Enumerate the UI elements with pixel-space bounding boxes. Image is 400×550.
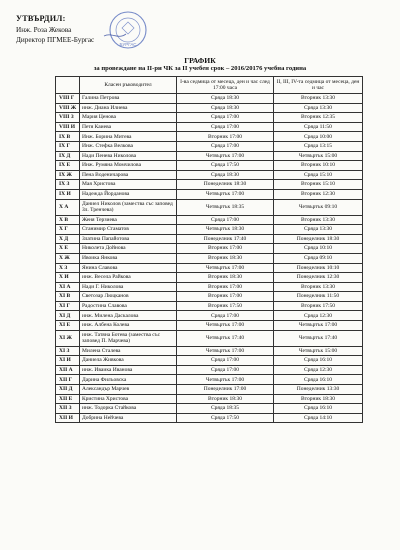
week1-cell: Сряда 17:00 bbox=[177, 113, 274, 123]
week1-cell: Четвъртък 17:00 bbox=[177, 346, 274, 356]
table-row bbox=[56, 132, 363, 142]
table-row bbox=[56, 301, 363, 311]
teacher-cell: Нади Г. Николова bbox=[80, 282, 177, 292]
class-cell: XI Е bbox=[56, 321, 80, 331]
table-row bbox=[56, 273, 363, 283]
teacher-cell: Даниел Николов (замества със заповед Зл. Тренчева) bbox=[80, 199, 177, 215]
week1-cell: Четвъртък 17:00 bbox=[177, 321, 274, 331]
table-row bbox=[56, 321, 363, 331]
teacher-cell: инж. Иваика Иванова bbox=[80, 365, 177, 375]
week1-cell: Вторник 17:00 bbox=[177, 292, 274, 302]
week2-cell: Сряда 12:30 bbox=[274, 311, 363, 321]
teacher-cell: инж. Диана Илиева bbox=[80, 103, 177, 113]
week1-cell: Сряда 17:00 bbox=[177, 356, 274, 366]
official-stamp-icon bbox=[98, 10, 156, 52]
class-cell: IX Д bbox=[56, 151, 80, 161]
week1-cell: Четвъртък 17:00 bbox=[177, 263, 274, 273]
week1-cell: Четвъртък 17:00 bbox=[177, 189, 274, 199]
document-subtitle: за провеждане на II-ри ЧК за II учебен срок – 2016/20176 учебна година bbox=[93, 65, 307, 72]
table-row bbox=[56, 330, 363, 346]
teacher-cell: Петя Каиева bbox=[80, 122, 177, 132]
teacher-cell: Николета Дойнова bbox=[80, 244, 177, 254]
table-header-row bbox=[56, 77, 363, 94]
table-row bbox=[56, 180, 363, 190]
table-row bbox=[56, 103, 363, 113]
class-cell: XII И bbox=[56, 413, 80, 423]
week2-cell: Вторник 17:50 bbox=[274, 301, 363, 311]
approval-title: УТВЪРДИЛ: bbox=[16, 14, 66, 23]
teacher-cell: Александър Марчев bbox=[80, 385, 177, 395]
class-cell: VIII Г bbox=[56, 94, 80, 104]
class-cell: IX Г bbox=[56, 141, 80, 151]
teacher-cell: Надежда Йорданова bbox=[80, 189, 177, 199]
teacher-cell: Дарина Филъовска bbox=[80, 375, 177, 385]
week2-cell: Сряда 13:15 bbox=[274, 141, 363, 151]
table-row bbox=[56, 170, 363, 180]
class-cell: XI Ж bbox=[56, 330, 80, 346]
table-row bbox=[56, 215, 363, 225]
table-row bbox=[56, 151, 363, 161]
week2-cell: Сряда 15:10 bbox=[274, 170, 363, 180]
class-cell: IX И bbox=[56, 189, 80, 199]
week1-cell: Сряда 18:30 bbox=[177, 94, 274, 104]
teacher-cell: Добрина Нейчева bbox=[80, 413, 177, 423]
class-cell: X Д bbox=[56, 234, 80, 244]
week1-cell: Вторник 18:30 bbox=[177, 253, 274, 263]
week2-cell: Понеделник 12:30 bbox=[274, 273, 363, 283]
week2-cell: Сряда 13:30 bbox=[274, 103, 363, 113]
class-cell: XI З bbox=[56, 346, 80, 356]
week1-cell: Четвъртък 17:00 bbox=[177, 151, 274, 161]
class-cell: X Е bbox=[56, 244, 80, 254]
table-row bbox=[56, 385, 363, 395]
table-row bbox=[56, 113, 363, 123]
week2-cell: Сряда 09:10 bbox=[274, 253, 363, 263]
teacher-cell: Янина Славова bbox=[80, 263, 177, 273]
teacher-cell: инж. Албена Колева bbox=[80, 321, 177, 331]
teacher-cell: инж. Весела Райкова bbox=[80, 273, 177, 283]
document-title: ГРАФИК bbox=[184, 56, 216, 65]
table-row bbox=[56, 189, 363, 199]
week1-cell: Вторник 17:00 bbox=[177, 282, 274, 292]
table-row bbox=[56, 122, 363, 132]
table-row bbox=[56, 346, 363, 356]
class-cell: X З bbox=[56, 263, 80, 273]
class-cell: IX В bbox=[56, 132, 80, 142]
class-cell: XI Г bbox=[56, 301, 80, 311]
class-cell: IX З bbox=[56, 180, 80, 190]
week1-cell: Сряда 18:35 bbox=[177, 404, 274, 414]
week1-cell: Вторник 17:00 bbox=[177, 244, 274, 254]
table-row bbox=[56, 292, 363, 302]
week2-cell: Понеделник 13:30 bbox=[274, 385, 363, 395]
teacher-cell: Женя Терзиева bbox=[80, 215, 177, 225]
stamp-text: БУРГАС bbox=[119, 42, 137, 47]
class-cell: VIII З bbox=[56, 113, 80, 123]
class-cell: X В bbox=[56, 215, 80, 225]
class-cell: XI Д bbox=[56, 311, 80, 321]
teacher-cell: Мая Христова bbox=[80, 180, 177, 190]
week1-cell: Сряда 17:50 bbox=[177, 413, 274, 423]
class-cell: X А bbox=[56, 199, 80, 215]
week2-cell: Сряда 14:10 bbox=[274, 413, 363, 423]
week2-cell: Сряда 16:10 bbox=[274, 375, 363, 385]
week2-cell: Четвъртък 17:40 bbox=[274, 330, 363, 346]
class-cell: XII Г bbox=[56, 375, 80, 385]
week2-cell: Вторник 15:10 bbox=[274, 180, 363, 190]
week2-cell: Вторник 18:30 bbox=[274, 394, 363, 404]
week1-cell: Понеделник 17:40 bbox=[177, 234, 274, 244]
week1-cell: Четвъртък 17:00 bbox=[177, 375, 274, 385]
schedule-table bbox=[55, 76, 363, 423]
table-row bbox=[56, 394, 363, 404]
week2-cell: Вторник 13:30 bbox=[274, 215, 363, 225]
week2-cell: Сряда 16:10 bbox=[274, 356, 363, 366]
header-class bbox=[56, 77, 80, 94]
teacher-cell: Инж. Борина Митева bbox=[80, 132, 177, 142]
header-week1: I-ва седмица от месеца, ден и час след 17:00 часа bbox=[177, 77, 274, 94]
class-cell: IX Е bbox=[56, 161, 80, 171]
table-row bbox=[56, 199, 363, 215]
table-row bbox=[56, 225, 363, 235]
class-cell: XI А bbox=[56, 282, 80, 292]
table-row bbox=[56, 253, 363, 263]
week2-cell: Вторник 13:30 bbox=[274, 282, 363, 292]
table-row bbox=[56, 244, 363, 254]
teacher-cell: инж. Тодорка Стайкова bbox=[80, 404, 177, 414]
class-cell: XI И bbox=[56, 356, 80, 366]
week1-cell: Вторник 17:00 bbox=[177, 132, 274, 142]
teacher-cell: Златина Папайотова bbox=[80, 234, 177, 244]
approval-block bbox=[16, 14, 94, 46]
table-row bbox=[56, 404, 363, 414]
teacher-cell: инж. Татяна Ботева (замества със заповед П. Марчева) bbox=[80, 330, 177, 346]
week2-cell: Сряда 11:50 bbox=[274, 122, 363, 132]
table-row bbox=[56, 311, 363, 321]
table-row bbox=[56, 94, 363, 104]
table-row bbox=[56, 356, 363, 366]
week2-cell: Сряда 10:00 bbox=[274, 132, 363, 142]
week1-cell: Четвъртък 17:40 bbox=[177, 330, 274, 346]
week2-cell: Четвъртък 15:00 bbox=[274, 151, 363, 161]
table-row bbox=[56, 365, 363, 375]
week1-cell: Четвъртък 18:30 bbox=[177, 225, 274, 235]
teacher-cell: инж. Милена Даскалова bbox=[80, 311, 177, 321]
teacher-cell: Ивоика Янкова bbox=[80, 253, 177, 263]
table-row bbox=[56, 263, 363, 273]
week1-cell: Сряда 17:00 bbox=[177, 311, 274, 321]
teacher-cell: Милена Сталева bbox=[80, 346, 177, 356]
week1-cell: Сряда 17:50 bbox=[177, 161, 274, 171]
week1-cell: Вторник 17:50 bbox=[177, 301, 274, 311]
week2-cell: Четвъртък 09:10 bbox=[274, 199, 363, 215]
class-cell: XII З bbox=[56, 404, 80, 414]
class-cell: XI В bbox=[56, 292, 80, 302]
week1-cell: Четвъртък 18:35 bbox=[177, 199, 274, 215]
teacher-cell: Мария Ценова bbox=[80, 113, 177, 123]
week2-cell: Понеделник 11:50 bbox=[274, 292, 363, 302]
class-cell: XII Д bbox=[56, 385, 80, 395]
week2-cell: Сряда 16:10 bbox=[274, 404, 363, 414]
week2-cell: Понеделник 18:30 bbox=[274, 234, 363, 244]
week2-cell: Вторник 10:10 bbox=[274, 161, 363, 171]
teacher-cell: Радостина Славова bbox=[80, 301, 177, 311]
class-cell: VIII Ж bbox=[56, 103, 80, 113]
header-week2: II, III, IV-та седмица от месеца, ден и час bbox=[274, 77, 363, 94]
class-cell: X Ж bbox=[56, 253, 80, 263]
week1-cell: Понеделник 18:30 bbox=[177, 180, 274, 190]
week1-cell: Сряда 17:00 bbox=[177, 215, 274, 225]
week1-cell: Понеделник 17:00 bbox=[177, 385, 274, 395]
teacher-cell: Инж. Румяна Момчилова bbox=[80, 161, 177, 171]
table-row bbox=[56, 282, 363, 292]
approval-signer: Инж. Роза Жекова bbox=[16, 25, 72, 34]
table-row bbox=[56, 413, 363, 423]
week1-cell: Сряда 17:00 bbox=[177, 122, 274, 132]
week1-cell: Сряда 17:00 bbox=[177, 365, 274, 375]
approval-position: Директор ПГМЕЕ-Бургас bbox=[16, 36, 95, 44]
week1-cell: Сряда 18:30 bbox=[177, 103, 274, 113]
teacher-cell: Галина Петрова bbox=[80, 94, 177, 104]
week1-cell: Сряда 17:00 bbox=[177, 141, 274, 151]
class-cell: VIII И bbox=[56, 122, 80, 132]
teacher-cell: Инж. Стефка Велкова bbox=[80, 141, 177, 151]
week1-cell: Сряда 18:30 bbox=[177, 170, 274, 180]
class-cell: XII А bbox=[56, 365, 80, 375]
teacher-cell: Нади Пенева Николова bbox=[80, 151, 177, 161]
header-teacher: Класен ръководител bbox=[80, 77, 177, 94]
class-cell: X Г bbox=[56, 225, 80, 235]
week2-cell: Сряда 13:30 bbox=[274, 225, 363, 235]
teacher-cell: Даниела Живкова bbox=[80, 356, 177, 366]
table-row bbox=[56, 375, 363, 385]
table-row bbox=[56, 161, 363, 171]
class-cell: XII Е bbox=[56, 394, 80, 404]
table-row bbox=[56, 234, 363, 244]
week1-cell: Вторник 18:30 bbox=[177, 273, 274, 283]
week2-cell: Вторник 12:30 bbox=[274, 189, 363, 199]
week2-cell: Четвъртък 17:00 bbox=[274, 321, 363, 331]
teacher-cell: Пена Воденичарова bbox=[80, 170, 177, 180]
class-cell: X И bbox=[56, 273, 80, 283]
week2-cell: Сряда 12:30 bbox=[274, 365, 363, 375]
table-row bbox=[56, 141, 363, 151]
class-cell: IX Ж bbox=[56, 170, 80, 180]
week2-cell: Сряда 10:10 bbox=[274, 244, 363, 254]
teacher-cell: Кристина Христова bbox=[80, 394, 177, 404]
week2-cell: Вторник 13:30 bbox=[274, 94, 363, 104]
teacher-cell: Станимир Стаматов bbox=[80, 225, 177, 235]
week2-cell: Вторник 12:35 bbox=[274, 113, 363, 123]
teacher-cell: Светозар Люцканов bbox=[80, 292, 177, 302]
week2-cell: Понеделник 10:10 bbox=[274, 263, 363, 273]
week2-cell: Четвъртък 15:00 bbox=[274, 346, 363, 356]
week1-cell: Вторник 18:30 bbox=[177, 394, 274, 404]
